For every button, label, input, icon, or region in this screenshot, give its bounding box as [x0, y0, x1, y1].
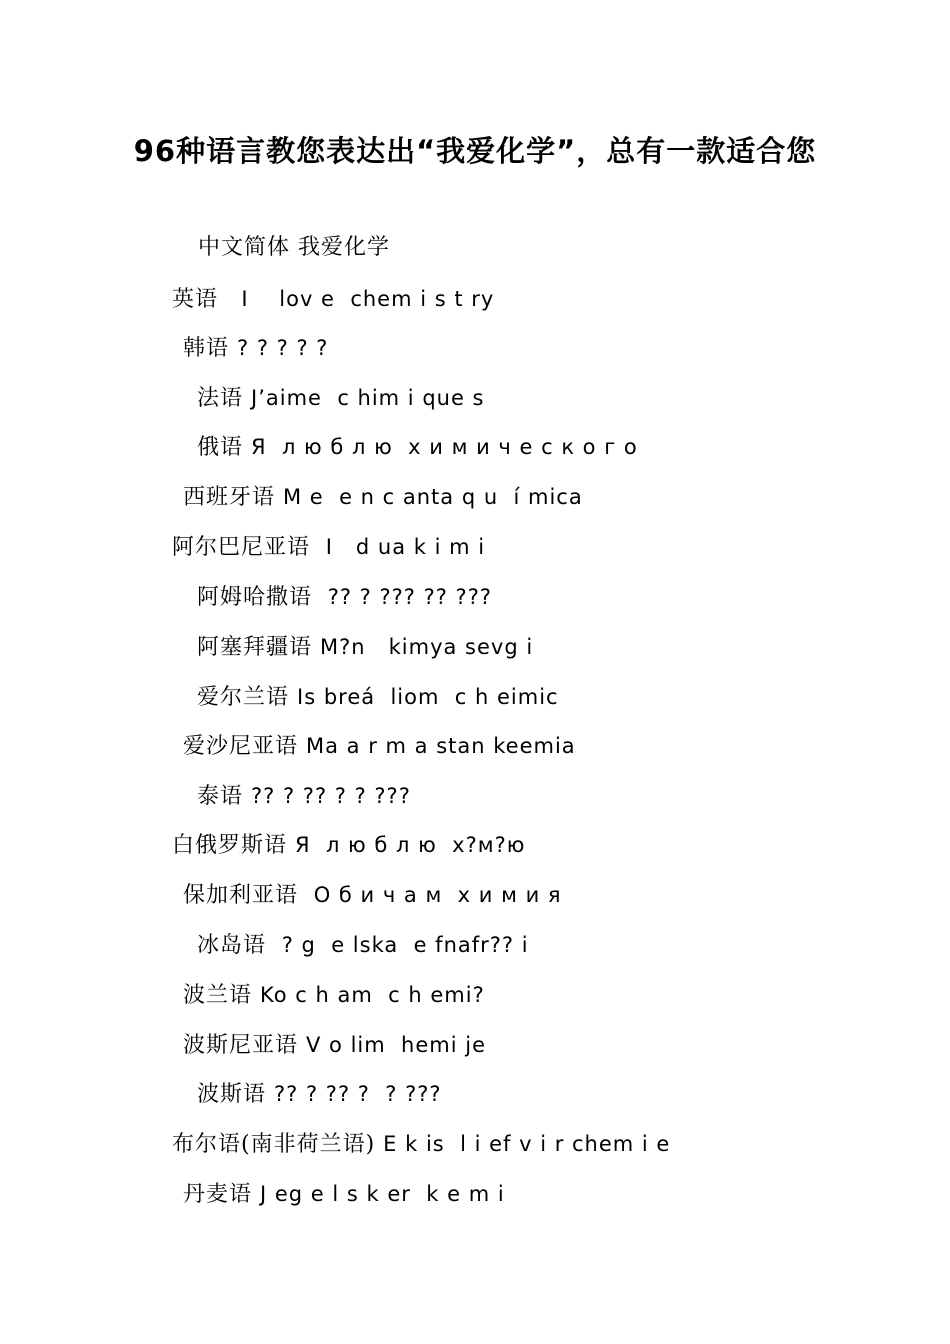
phrase-text: M?n kimya sevg i — [320, 635, 534, 659]
language-name: 英语 — [172, 287, 219, 312]
language-name: 韩语 — [183, 336, 230, 361]
entry-line — [172, 1129, 670, 1160]
phrase-text: 我爱化学 — [298, 235, 391, 260]
language-name: 冰岛语 — [197, 933, 267, 958]
phrase-text: Я л ю б л ю х?м?ю — [295, 833, 526, 857]
entry-line — [183, 731, 576, 762]
entry-line — [183, 880, 562, 911]
entry-line — [197, 682, 559, 713]
language-name: 白俄罗斯语 — [172, 833, 288, 858]
language-name: 波兰语 — [183, 983, 253, 1008]
phrase-text: V o lim hemi je — [306, 1033, 487, 1057]
entry-line — [197, 582, 492, 613]
phrase-text: I lov e chem i s t ry — [226, 287, 495, 311]
phrase-text: J’aime c him i que s — [251, 386, 485, 410]
phrase-text: M e e n c anta q u í mica — [283, 485, 583, 509]
entry-line — [172, 830, 525, 861]
phrase-text: ?? ? ??? ?? ??? — [320, 585, 492, 609]
phrase-text: О б и ч а м х и м и я — [306, 883, 562, 907]
language-name: 保加利亚语 — [183, 883, 299, 908]
phrase-text: J eg e l s k er k e m i — [260, 1182, 505, 1206]
language-name: 法语 — [197, 386, 244, 411]
phrase-text: Ko c h am c h emi? — [260, 983, 485, 1007]
entry-line — [172, 284, 494, 315]
document-title: 96种语言教您表达出“我爱化学”，总有一款适合您 — [133, 134, 817, 168]
entry-line — [197, 930, 529, 961]
language-name: 波斯尼亚语 — [183, 1033, 299, 1058]
language-name: 俄语 — [197, 435, 244, 460]
phrase-text: ? ? ? ? ? — [237, 336, 329, 360]
language-name: 波斯语 — [197, 1082, 267, 1107]
phrase-text: Is breá liom c h eimic — [297, 685, 559, 709]
phrase-text: Я л ю б л ю х и м и ч е с к о г о — [251, 435, 638, 459]
entry-line — [197, 632, 533, 663]
entry-line — [197, 781, 411, 812]
language-name: 阿尔巴尼亚语 — [172, 535, 311, 560]
entry-line — [183, 1030, 486, 1061]
language-name: 西班牙语 — [183, 485, 276, 510]
phrase-text: Ma a r m a stan keemia — [306, 734, 576, 758]
entry-line — [183, 1179, 505, 1210]
language-name: 爱尔兰语 — [197, 685, 290, 710]
entry-line — [183, 482, 583, 513]
entry-line — [197, 432, 638, 463]
phrase-text: I d ua k i m i — [318, 535, 486, 559]
language-name: 阿姆哈撒语 — [197, 585, 313, 610]
language-name: 丹麦语 — [183, 1182, 253, 1207]
phrase-text: E k is l i ef v i r chem i e — [383, 1132, 671, 1156]
phrase-text: ?? ? ?? ? ? ??? — [274, 1082, 442, 1106]
language-name: 布尔语(南非荷兰语) — [172, 1132, 376, 1157]
entry-line — [172, 532, 485, 563]
entry-line — [197, 383, 485, 414]
entry-line — [183, 333, 328, 364]
language-name: 爱沙尼亚语 — [183, 734, 299, 759]
phrase-text: ? g e lska e fnafr?? i — [274, 933, 529, 957]
phrase-text: ?? ? ?? ? ? ??? — [251, 784, 411, 808]
language-name: 泰语 — [197, 784, 244, 809]
entry-line — [183, 980, 485, 1011]
entry-line — [197, 1079, 442, 1110]
entry-line — [198, 233, 390, 263]
language-name: 中文简体 — [198, 235, 291, 260]
language-name: 阿塞拜疆语 — [197, 635, 313, 660]
